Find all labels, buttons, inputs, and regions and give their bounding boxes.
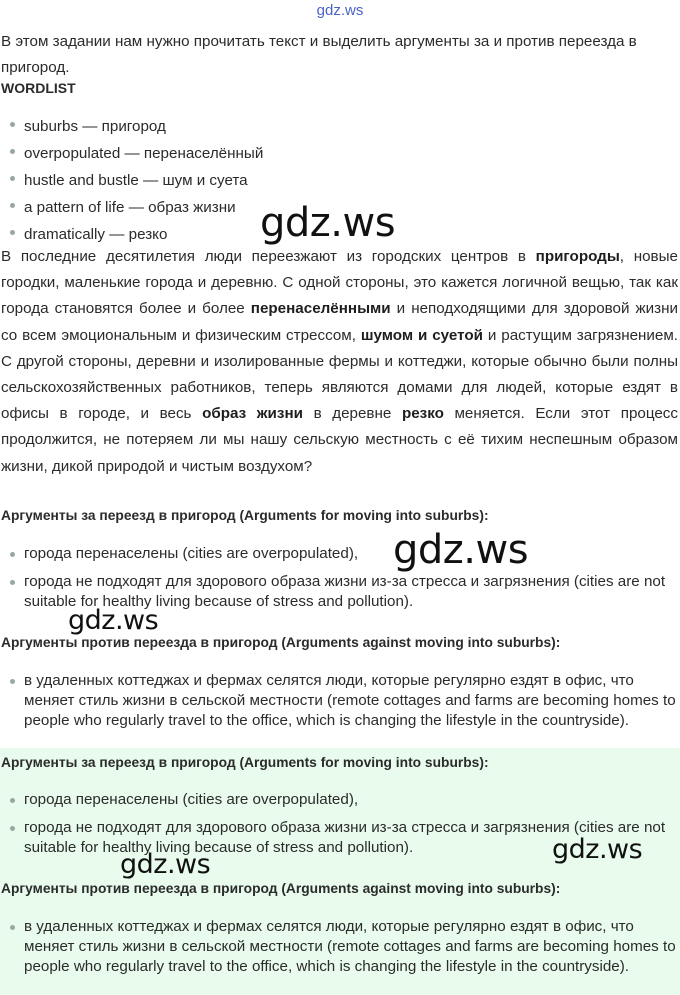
for-heading-2: Аргументы за переезд в пригород (Arguments for moving into suburbs): [1,755,489,770]
wordlist-item: hustle and bustle — шум и суета [10,169,263,196]
wordlist-item: overpopulated — перенаселённый [10,142,263,169]
list-item: города не подходят для здорового образа жизни из-за стресса и загрязнения (cities are not suitable for healthy living because of stress and pollution). [10,818,676,858]
bullet-icon [10,580,15,585]
list-item: в удаленных коттеджах и фермах селятся люди, которые регулярно ездят в офис, что меняет стиль жизни в сельской местности (remote cottages and farms are becoming homes to people who regularly travel to the office, which is changing the lifestyle in the countryside). [10,671,676,731]
watermark: gdz.ws [120,849,211,880]
main-paragraph: В последние десятилетия люди переезжают из городских центров в пригороды, новые городки, маленькие города и деревню. С одной стороны, это кажется логичной вещью, так как города становятся более и более перенаселёнными и неподходящими для здоровой жизни со всем эмоциональным и физическим стрессом, шумом и суетой и растущим загрязнением. С другой стороны, деревни и изолированные фермы и коттеджи, которые обычно были полны сельскохозяйственных работников, теперь являются домами для людей, которые ездят в офисы в городе, и весь образ жизни в деревне резко меняется. Если этот процесс продолжится, не потеряем ли мы нашу сельскую местность с её тихим неспешным образом жизни, дикой природой и чистым воздухом? [1,248,679,475]
bullet-icon [10,679,15,684]
against-list [10,671,676,739]
bullet-icon [10,203,15,208]
bullet-icon [10,176,15,181]
against-heading-2: Аргументы против переезда в пригород (Arguments against moving into suburbs): [1,881,561,896]
wordlist [10,115,263,250]
bullet-icon [10,122,15,127]
watermark: gdz.ws [260,200,396,246]
bullet-icon [10,925,15,930]
for-heading: Аргументы за переезд в пригород (Arguments for moving into suburbs): [1,508,489,523]
bullet-icon [10,149,15,154]
wordlist-title: WORDLIST [1,80,76,96]
watermark: gdz.ws [393,527,529,573]
against-heading: Аргументы против переезда в пригород (Arguments against moving into suburbs): [1,635,561,650]
intro-text: В этом задании нам нужно прочитать текст и выделить аргументы за и против переезда в пригород. [1,33,637,76]
bullet-icon [10,230,15,235]
list-item: города не подходят для здорового образа жизни из-за стресса и загрязнения (cities are not suitable for healthy living because of stress and pollution). [10,572,676,612]
bullet-icon [10,826,15,831]
wordlist-item: a pattern of life — образ жизни [10,196,263,223]
watermark: gdz.ws [552,834,643,865]
list-item: города перенаселены (cities are overpopulated), [10,790,676,810]
bullet-icon [10,798,15,803]
wordlist-item: suburbs — пригород [10,115,263,142]
bullet-icon [10,552,15,557]
against-list-2 [10,917,676,985]
list-item: города перенаселены (cities are overpopulated), [10,544,676,564]
watermark-top: gdz.ws [316,2,364,19]
list-item: в удаленных коттеджах и фермах селятся люди, которые регулярно ездят в офис, что меняет стиль жизни в сельской местности (remote cottages and farms are becoming homes to people who regularly travel to the office, which is changing the lifestyle in the countryside). [10,917,676,977]
wordlist-item: dramatically — резко [10,223,263,250]
watermark: gdz.ws [68,605,159,636]
